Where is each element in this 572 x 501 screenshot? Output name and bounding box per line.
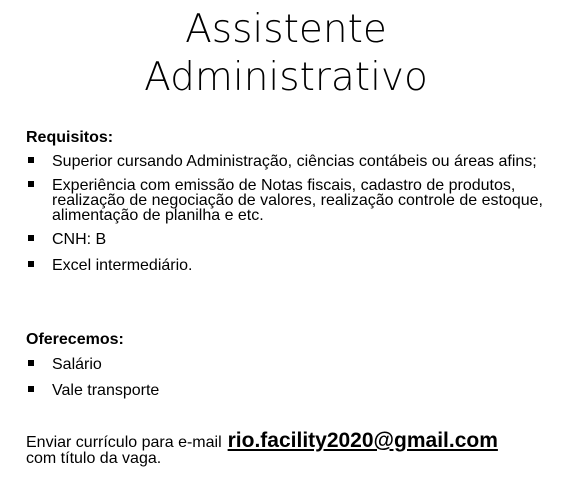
list-item xyxy=(26,258,556,273)
requirement-text: Excel intermediário. xyxy=(52,257,193,274)
square-bullet-icon xyxy=(28,181,34,187)
requirements-list xyxy=(26,154,556,273)
list-item xyxy=(26,178,556,223)
job-title xyxy=(0,6,572,102)
requirements-section xyxy=(26,128,556,273)
offers-heading: Oferecemos: xyxy=(26,331,124,348)
square-bullet-icon xyxy=(28,261,34,267)
list-item xyxy=(26,232,556,247)
square-bullet-icon xyxy=(28,386,34,392)
list-item xyxy=(26,154,556,169)
requirement-text: Experiência com emissão de Notas fiscais, cadastro de produtos, realização de negociação de valores, realização controle de estoque, alimentação de planilha e etc. xyxy=(52,177,543,224)
list-item xyxy=(26,357,556,372)
contact-line xyxy=(26,429,556,452)
job-title-line-1: Assistente xyxy=(185,7,387,52)
list-item xyxy=(26,383,556,398)
square-bullet-icon xyxy=(28,235,34,241)
square-bullet-icon xyxy=(28,360,34,366)
requirements-heading: Requisitos: xyxy=(26,129,114,146)
email-link[interactable]: rio.facility2020@gmail.com xyxy=(227,429,498,452)
contact-subject-note: com título da vaga. xyxy=(26,450,162,467)
job-title-line-2: Administrativo xyxy=(144,55,428,100)
offers-list xyxy=(26,357,556,398)
requirement-text: CNH: B xyxy=(52,231,107,248)
requirement-text: Superior cursando Administração, ciências contábeis ou áreas afins; xyxy=(52,153,537,170)
square-bullet-icon xyxy=(28,157,34,163)
offer-text: Vale transporte xyxy=(52,382,160,399)
contact-instructions xyxy=(26,429,556,467)
offers-section xyxy=(26,330,556,409)
offer-text: Salário xyxy=(52,356,102,373)
contact-text: Enviar currículo para e-mail xyxy=(26,434,222,451)
